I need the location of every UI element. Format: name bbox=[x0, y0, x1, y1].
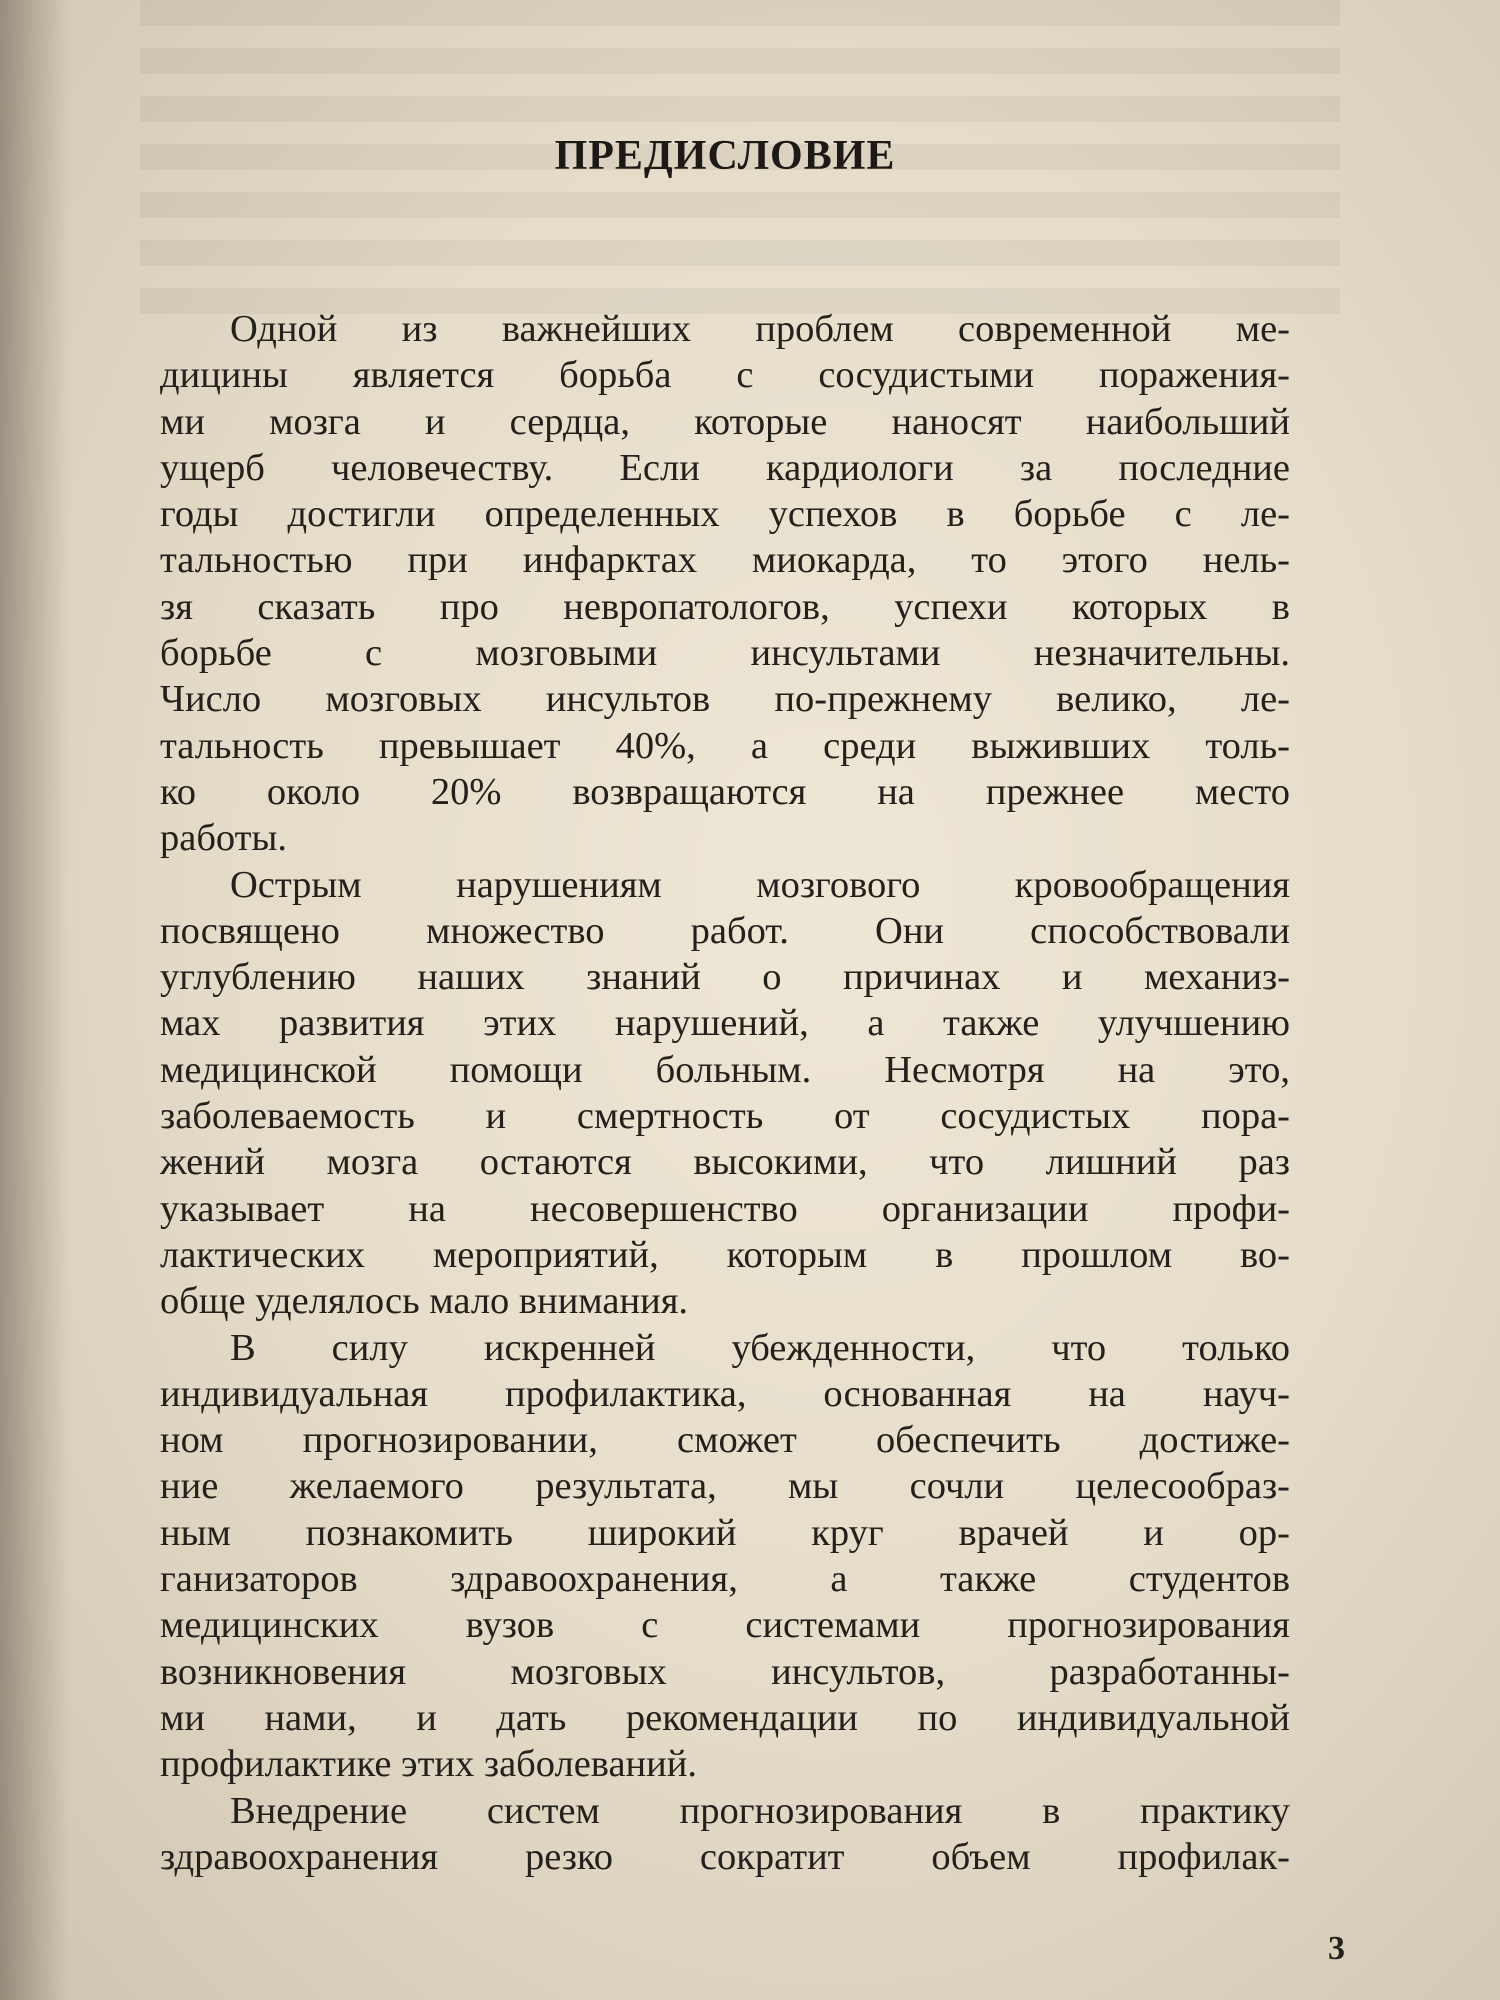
page-number: 3 bbox=[1328, 1930, 1345, 1967]
text-line: Внедрение систем прогнозирования в практику bbox=[230, 1789, 1290, 1832]
text-line: профилактике этих заболеваний. bbox=[160, 1743, 697, 1786]
text-line: ным познакомить широкий круг врачей и ор- bbox=[160, 1511, 1290, 1554]
text-line: медицинских вузов с системами прогнозирования bbox=[160, 1604, 1290, 1647]
text-line: медицинской помощи больным. Несмотря на это, bbox=[160, 1048, 1290, 1091]
text-line: здравоохранения резко сократит объем профилак- bbox=[160, 1835, 1290, 1878]
text-line: В силу искренней убежденности, что только bbox=[230, 1326, 1290, 1369]
text-line: ко около 20% возвращаются на прежнее место bbox=[160, 770, 1290, 813]
text-line: жений мозга остаются высокими, что лишний раз bbox=[160, 1141, 1290, 1184]
text-line: обще уделялось мало внимания. bbox=[160, 1280, 689, 1323]
text-line: годы достигли определенных успехов в борьбе с ле- bbox=[160, 493, 1290, 536]
text-line: дицины является борьба с сосудистыми поражения- bbox=[160, 354, 1290, 397]
text-line: работы. bbox=[160, 817, 287, 860]
text-line: борьбе с мозговыми инсультами незначительны. bbox=[160, 632, 1290, 675]
body-text bbox=[160, 306, 1290, 1880]
text-line: углублению наших знаний о причинах и механиз- bbox=[160, 956, 1290, 999]
text-line: лактических мероприятий, которым в прошлом во- bbox=[160, 1233, 1290, 1276]
text-line: тальностью при инфарктах миокарда, то этого нель- bbox=[160, 539, 1290, 582]
page-edge-shadow bbox=[0, 0, 70, 2000]
text-line: ми нами, и дать рекомендации по индивидуальной bbox=[160, 1696, 1290, 1739]
text-line: ганизаторов здравоохранения, а также студентов bbox=[160, 1558, 1290, 1601]
text-line: ущерб человечеству. Если кардиологи за последние bbox=[160, 446, 1290, 489]
text-line: возникновения мозговых инсультов, разработанны- bbox=[160, 1650, 1290, 1693]
text-line: ние желаемого результата, мы сочли целесообраз- bbox=[160, 1465, 1290, 1508]
text-line: мах развития этих нарушений, а также улучшению bbox=[160, 1002, 1290, 1045]
text-line: Одной из важнейших проблем современной ме- bbox=[230, 308, 1290, 350]
text-line: ном прогнозировании, сможет обеспечить достиже- bbox=[160, 1419, 1290, 1462]
text-line: Острым нарушениям мозгового кровообращения bbox=[230, 863, 1290, 906]
chapter-title: ПРЕДИСЛОВИЕ bbox=[554, 133, 896, 179]
text-line: зя сказать про невропатологов, успехи которых в bbox=[160, 585, 1290, 628]
text-line: индивидуальная профилактика, основанная на науч- bbox=[160, 1372, 1290, 1415]
text-line: указывает на несовершенство организации профи- bbox=[160, 1187, 1290, 1230]
text-line: посвящено множество работ. Они способствовали bbox=[160, 909, 1290, 952]
text-line: тальность превышает 40%, а среди выживших толь- bbox=[160, 724, 1290, 767]
text-line: ми мозга и сердца, которые наносят наибольший bbox=[160, 400, 1290, 443]
text-line: заболеваемость и смертность от сосудистых пора- bbox=[160, 1095, 1290, 1138]
text-line: Число мозговых инсультов по-прежнему велико, ле- bbox=[160, 678, 1290, 721]
